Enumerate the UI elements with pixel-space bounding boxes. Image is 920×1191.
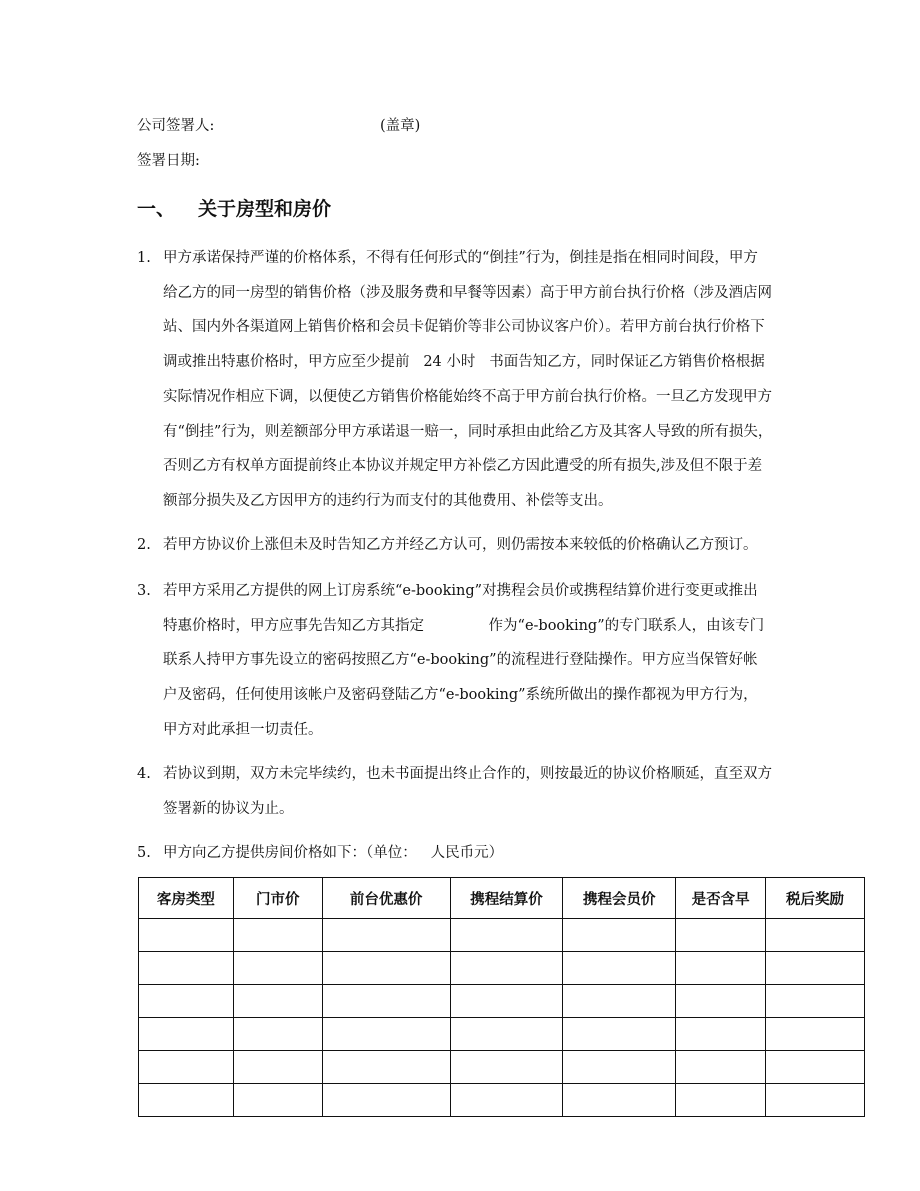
clause-2 <box>137 528 827 563</box>
table-row <box>139 1084 865 1117</box>
table-cell <box>450 919 563 952</box>
clause-line: 站、国内外各渠道网上销售价格和会员卡促销价等非公司协议客户价）。若甲方前台执行价格下 <box>163 319 765 336</box>
clause-body <box>163 528 827 563</box>
table-header-row <box>139 878 865 919</box>
table-row <box>139 1018 865 1051</box>
clause-line: 签署新的协议为止。 <box>163 800 294 817</box>
clause-line: 户及密码，任何使用该帐户及密码登陆乙方“e-booking”系统所做出的操作都视为甲方行为， <box>163 687 758 704</box>
table-cell <box>563 1051 676 1084</box>
table-cell <box>766 952 865 985</box>
clause-line: 联系人持甲方事先设立的密码按照乙方“e-booking”的流程进行登陆操作。甲方应当保管好帐 <box>163 652 758 669</box>
table-cell <box>322 919 450 952</box>
table-cell <box>676 1018 766 1051</box>
clause-line: 甲方承诺保持严谨的价格体系，不得有任何形式的“倒挂”行为，倒挂是指在相同时间段，甲方 <box>163 250 758 266</box>
header-room-type: 客房类型 <box>139 878 234 919</box>
clause-number: 5. <box>137 845 151 861</box>
signer-label: 公司签署人: <box>137 118 215 134</box>
room-price-table <box>138 877 865 1117</box>
clause-line: 特惠价格时，甲方应事先告知乙方其指定 作为“e-booking”的专门联系人，由该专门 <box>163 617 765 634</box>
table-cell <box>233 919 322 952</box>
clause-line: 若甲方协议价上涨但未及时告知乙方并经乙方认可，则仍需按本来较低的价格确认乙方预订。 <box>163 537 758 553</box>
table-cell <box>139 985 234 1018</box>
clause-number: 4. <box>137 766 151 782</box>
table-cell <box>139 1084 234 1117</box>
table-cell <box>322 1018 450 1051</box>
seal-label: (盖章) <box>380 118 421 134</box>
clause-body <box>163 836 827 871</box>
table-row <box>139 1051 865 1084</box>
clause-body <box>163 574 827 748</box>
table-cell <box>766 1018 865 1051</box>
header-ctrip-settlement: 携程结算价 <box>450 878 563 919</box>
clause-line: 给乙方的同一房型的销售价格（涉及服务费和早餐等因素）高于甲方前台执行价格（涉及酒店网 <box>163 284 772 301</box>
table-cell <box>766 1051 865 1084</box>
table-cell <box>233 1018 322 1051</box>
table-cell <box>233 1051 322 1084</box>
header-ctrip-member: 携程会员价 <box>563 878 676 919</box>
table-cell <box>676 1051 766 1084</box>
table-row <box>139 919 865 952</box>
clause-line: 额部分损失及乙方因甲方的违约行为而支付的其他费用、补偿等支出。 <box>163 492 613 509</box>
clause-line: 若甲方采用乙方提供的网上订房系统“e-booking”对携程会员价或携程结算价进行变更或推出 <box>163 583 758 599</box>
header-front-desk-discount: 前台优惠价 <box>322 878 450 919</box>
table-cell <box>766 1084 865 1117</box>
table-cell <box>139 1051 234 1084</box>
clause-5 <box>137 836 827 871</box>
clause-1 <box>137 241 827 519</box>
table-cell <box>563 985 676 1018</box>
section-title: 关于房型和房价 <box>198 198 332 220</box>
table-cell <box>233 952 322 985</box>
table-cell <box>676 1084 766 1117</box>
table-cell <box>563 919 676 952</box>
table-cell <box>233 985 322 1018</box>
clause-line: 有“倒挂”行为，则差额部分甲方承诺退一赔一，同时承担由此给乙方及其客人导致的所有损失， <box>163 423 773 440</box>
table-cell <box>322 1084 450 1117</box>
table-cell <box>139 952 234 985</box>
clause-number: 2. <box>137 537 151 553</box>
table-cell <box>676 985 766 1018</box>
table-cell <box>563 1018 676 1051</box>
table-cell <box>450 952 563 985</box>
header-breakfast: 是否含早 <box>676 878 766 919</box>
table-cell <box>322 1051 450 1084</box>
clause-line: 若协议到期，双方未完毕续约，也未书面提出终止合作的，则按最近的协议价格顺延，直至双方 <box>163 766 772 782</box>
table-cell <box>450 1051 563 1084</box>
table-cell <box>766 919 865 952</box>
clause-body <box>163 757 827 826</box>
clause-number: 1. <box>137 250 151 266</box>
table-cell <box>563 1084 676 1117</box>
table-cell <box>450 1084 563 1117</box>
header-rack-rate: 门市价 <box>233 878 322 919</box>
table-cell <box>563 952 676 985</box>
section-number: 一、 <box>137 198 176 220</box>
table-cell <box>139 919 234 952</box>
clause-line: 实际情况作相应下调，以便使乙方销售价格能始终不高于甲方前台执行价格。一旦乙方发现甲方 <box>163 388 772 405</box>
table-cell <box>233 1084 322 1117</box>
table-cell <box>450 985 563 1018</box>
clause-line: 甲方对此承担一切责任。 <box>163 721 323 738</box>
clause-body <box>163 241 827 519</box>
table-cell <box>766 985 865 1018</box>
table-row <box>139 952 865 985</box>
sign-date-label: 签署日期: <box>137 153 200 169</box>
clause-line: 否则乙方有权单方面提前终止本协议并规定甲方补偿乙方因此遭受的所有损失,涉及但不限于差 <box>163 458 763 475</box>
table-cell <box>322 985 450 1018</box>
clause-line: 甲方向乙方提供房间价格如下：（单位： 人民币元） <box>163 845 504 861</box>
table-cell <box>450 1018 563 1051</box>
table-cell <box>676 919 766 952</box>
table-row <box>139 985 865 1018</box>
clause-3 <box>137 574 827 748</box>
table-cell <box>676 952 766 985</box>
header-after-tax-reward: 税后奖励 <box>766 878 865 919</box>
clause-4 <box>137 757 827 826</box>
clause-line: 调或推出特惠价格时，甲方应至少提前 24 小时 书面告知乙方，同时保证乙方销售价格根据 <box>163 354 765 371</box>
clause-number: 3. <box>137 583 151 599</box>
table-cell <box>322 952 450 985</box>
table-cell <box>139 1018 234 1051</box>
